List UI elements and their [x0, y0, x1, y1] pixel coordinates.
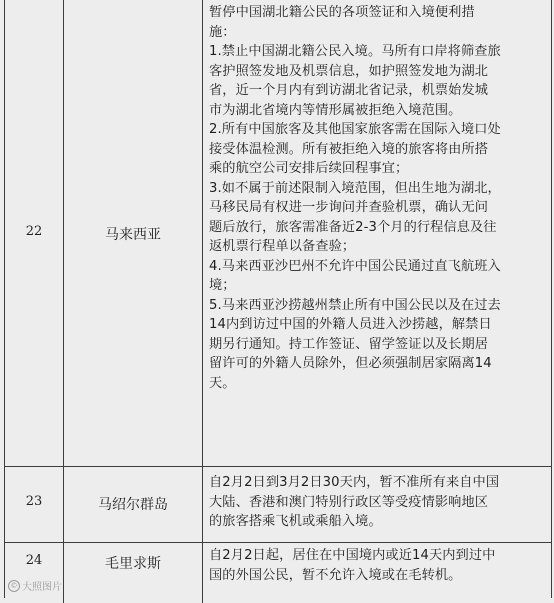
watermark-text: 大照图片 — [22, 582, 62, 593]
column-divider — [202, 467, 203, 542]
row-number: 22 — [25, 224, 43, 239]
text-line: 乘的航空公司安排后续回程事宜； — [209, 161, 409, 176]
text-line: 期另行通知。持工作签证、留学签证以及长期居 — [209, 336, 489, 352]
text-line: 天。 — [209, 375, 236, 391]
text-line: 3.如不属于前述限制入境范围，但出生地为湖北， — [209, 180, 501, 196]
text-line: 施： — [209, 24, 236, 40]
text-line: 4.马来西亚沙巴州不允许中国公民通过直飞航班入 — [209, 258, 501, 274]
country-name: 马绍尔群岛 — [98, 497, 168, 513]
text-line: 国的外国公民，暂不允许入境或在毛转机。 — [209, 567, 462, 583]
text-line: 14内到访过中国的外籍人员进入沙捞越，解禁日 — [209, 317, 492, 332]
measures-text — [209, 473, 549, 532]
text-line: 的旅客搭乘飞机或乘船入境。 — [209, 514, 382, 529]
text-line: 接受体温检测。所有被拒绝入境的旅客将由所搭 — [209, 141, 489, 157]
text-line: 大陆、香港和澳门特别行政区等受疫情影响地区 — [209, 494, 489, 510]
measures-text — [209, 3, 549, 393]
country-name: 毛里求斯 — [105, 556, 161, 572]
text-line: 市为湖北省境内等情形属被拒绝入境范围。 — [209, 102, 462, 118]
watermark-logo-icon: © — [8, 580, 20, 592]
text-line: 自2月2日起，居住在中国境内或近14天内到过中 — [209, 548, 496, 563]
text-line: 1.禁止中国湖北籍公民入境。马所有口岸将筛查旅 — [209, 44, 501, 59]
table-row — [5, 0, 551, 467]
measures-text — [209, 546, 549, 585]
text-line: 留许可的外籍人员除外，但必须强制居家隔离14 — [209, 356, 492, 371]
column-divider — [202, 543, 203, 603]
country-name: 马来西亚 — [105, 227, 161, 243]
text-line: 暂停中国湖北籍公民的各项签证和入境便利措 — [209, 5, 475, 20]
text-line: 题后放行，旅客需准备近2-3个月的行程信息及往 — [209, 219, 497, 235]
column-divider — [202, 0, 203, 466]
text-line: 返机票行程单以备查验； — [209, 239, 356, 254]
text-line: 马移民局有权进一步询问并查验机票，确认无问 — [209, 200, 489, 215]
row-number: 24 — [25, 553, 43, 568]
text-line: 省，近一个月内有到访湖北省记录，机票始发城 — [209, 83, 489, 98]
watermark — [8, 578, 62, 593]
text-line: 客护照签发地及机票信息，如护照签发地为湖北 — [209, 63, 489, 79]
text-line: 自2月2日到3月2日30天内，暂不准所有来自中国 — [209, 475, 500, 490]
table-row — [5, 467, 551, 543]
text-line: 境； — [209, 278, 236, 293]
table-row — [5, 543, 551, 603]
row-number: 23 — [25, 494, 43, 509]
column-divider — [63, 543, 64, 603]
text-line: 5.马来西亚沙捞越州禁止所有中国公民以及在过去 — [209, 297, 501, 313]
policy-table — [4, 0, 552, 598]
text-line: 2.所有中国旅客及其他国家旅客需在国际入境口处 — [209, 122, 501, 137]
